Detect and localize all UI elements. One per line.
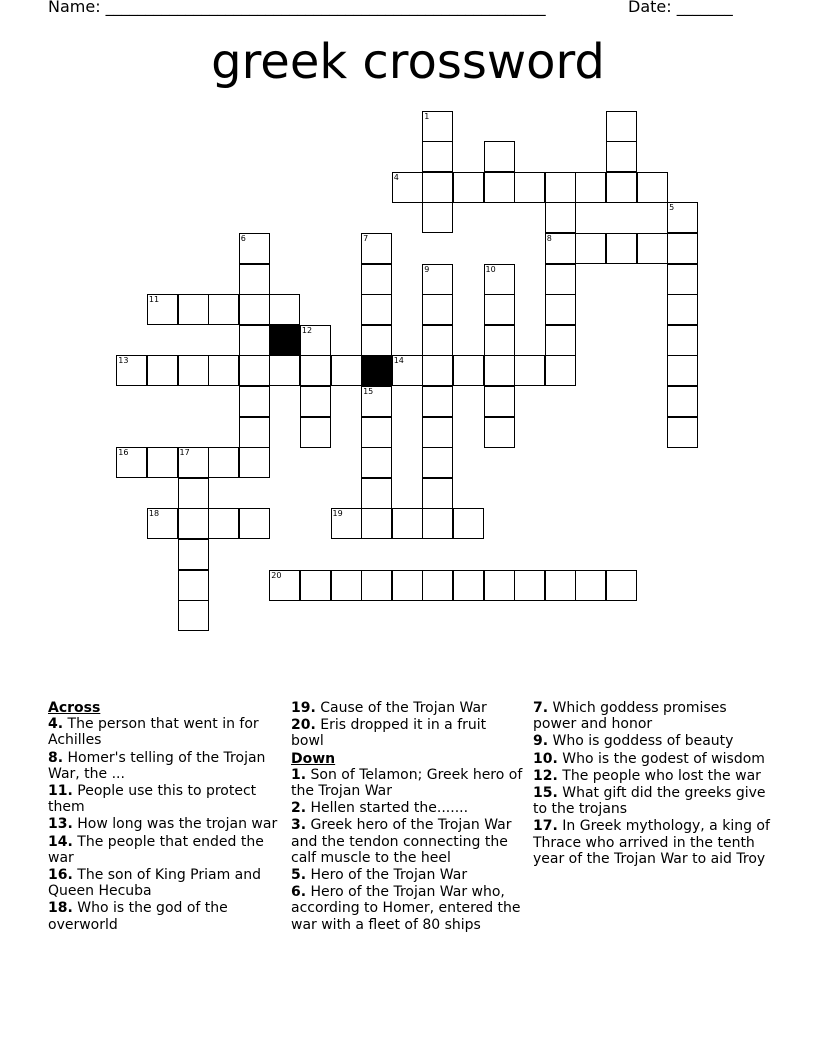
clue-down-12 (533, 768, 773, 784)
grid-cell[interactable] (667, 264, 698, 295)
grid-cell[interactable] (667, 233, 698, 264)
grid-cell[interactable] (484, 417, 515, 448)
clue-across-13 (48, 816, 280, 832)
clue-number: 17. (533, 818, 558, 835)
clue-text: How long was the trojan war (77, 816, 278, 833)
grid-cell[interactable] (667, 294, 698, 325)
clue-down-7 (533, 700, 773, 732)
grid-cell[interactable] (361, 447, 392, 478)
clue-number: 18. (48, 900, 73, 917)
grid-cell[interactable] (606, 111, 637, 142)
grid-cell[interactable] (422, 386, 453, 417)
grid-cell[interactable] (637, 172, 668, 203)
grid-cell[interactable] (422, 172, 453, 203)
grid-cell[interactable] (422, 508, 453, 539)
clue-number-label: 8 (546, 234, 552, 243)
grid-cell[interactable] (484, 264, 515, 295)
clue-number-label: 7 (363, 234, 369, 243)
grid-cell[interactable] (361, 508, 392, 539)
grid-cell[interactable] (147, 508, 178, 539)
clue-text: Who is goddess of beauty (552, 733, 734, 750)
grid-cell[interactable] (361, 417, 392, 448)
grid-cell[interactable] (116, 355, 147, 386)
grid-cell[interactable] (514, 172, 545, 203)
grid-cell[interactable] (269, 294, 300, 325)
clue-text: Hellen started the....... (310, 800, 469, 817)
grid-cell[interactable] (361, 264, 392, 295)
clue-down-1 (291, 767, 523, 799)
clue-text: The people who lost the war (562, 767, 761, 784)
grid-cell[interactable] (269, 355, 300, 386)
grid-cell[interactable] (545, 325, 576, 356)
clue-number: 14. (48, 833, 73, 850)
clue-number-label: 12 (301, 325, 313, 335)
grid-cell[interactable] (392, 172, 423, 203)
clue-number: 19. (291, 700, 316, 716)
clue-number: 4. (48, 716, 64, 733)
grid-cell[interactable] (331, 508, 362, 539)
grid-cell[interactable] (637, 233, 668, 264)
grid-cell[interactable] (392, 355, 423, 386)
grid-cell[interactable] (208, 355, 239, 386)
grid-cell[interactable] (147, 294, 178, 325)
grid-cell[interactable] (484, 355, 515, 386)
grid-cell[interactable] (300, 570, 331, 601)
grid-cell[interactable] (300, 417, 331, 448)
grid-cell[interactable] (575, 233, 606, 264)
grid-cell[interactable] (667, 202, 698, 233)
page-title: greek crossword (211, 34, 605, 90)
grid-cell[interactable] (514, 355, 545, 386)
block-cell (269, 325, 300, 356)
grid-cell[interactable] (484, 172, 515, 203)
clue-text: Who is the god of the overworld (48, 900, 228, 933)
clue-text: The person that went in for Achilles (48, 716, 259, 749)
grid-cell[interactable] (422, 478, 453, 509)
grid-cell[interactable] (269, 570, 300, 601)
clue-text: Cause of the Trojan War (320, 700, 487, 716)
grid-cell[interactable] (422, 111, 453, 142)
clue-text: The son of King Priam and Queen Hecuba (48, 867, 262, 900)
clue-number: 1. (291, 766, 307, 783)
clue-number: 7. (533, 700, 549, 716)
grid-cell[interactable] (361, 325, 392, 356)
clue-number: 8. (48, 749, 64, 766)
clue-across-19 (291, 700, 523, 716)
grid-cell[interactable] (239, 417, 270, 448)
grid-cell[interactable] (667, 386, 698, 417)
grid-cell[interactable] (147, 355, 178, 386)
grid-cell[interactable] (208, 294, 239, 325)
grid-cell[interactable] (514, 570, 545, 601)
grid-cell[interactable] (178, 478, 209, 509)
grid-cell[interactable] (667, 417, 698, 448)
grid-cell[interactable] (453, 355, 484, 386)
clue-number: 10. (533, 750, 558, 767)
grid-cell[interactable] (178, 447, 209, 478)
grid-cell[interactable] (178, 539, 209, 570)
grid-cell[interactable] (667, 325, 698, 356)
clue-number-label: 13 (118, 356, 129, 366)
clue-number-label: 11 (148, 295, 160, 305)
clue-number: 5. (291, 867, 307, 884)
clue-number: 20. (291, 717, 316, 734)
grid-cell[interactable] (422, 570, 453, 601)
clue-text: Hero of the Trojan War (310, 867, 468, 884)
clue-number: 16. (48, 867, 73, 884)
grid-cell[interactable] (178, 355, 209, 386)
clue-down-6 (291, 884, 523, 933)
grid-cell[interactable] (545, 172, 576, 203)
grid-cell[interactable] (361, 233, 392, 264)
clue-text: Who is the godest of wisdom (562, 750, 765, 767)
grid-cell[interactable] (545, 264, 576, 295)
grid-cell[interactable] (484, 386, 515, 417)
grid-cell[interactable] (178, 600, 209, 631)
clue-text: Which goddess promises power and honor (533, 700, 727, 733)
clue-text: People use this to protect them (48, 783, 257, 816)
grid-cell[interactable] (545, 233, 576, 264)
grid-cell[interactable] (239, 447, 270, 478)
grid-cell[interactable] (606, 570, 637, 601)
clue-column-3 (533, 700, 773, 868)
clue-down-2 (291, 800, 523, 816)
grid-cell[interactable] (300, 386, 331, 417)
grid-cell[interactable] (239, 294, 270, 325)
grid-cell[interactable] (239, 264, 270, 295)
clue-across-4 (48, 716, 280, 748)
grid-cell[interactable] (178, 294, 209, 325)
grid-cell[interactable] (392, 570, 423, 601)
grid-cell[interactable] (361, 478, 392, 509)
grid-cell[interactable] (484, 141, 515, 172)
clue-number: 2. (291, 800, 307, 817)
grid-cell[interactable] (392, 508, 423, 539)
grid-cell[interactable] (545, 570, 576, 601)
grid-cell[interactable] (484, 570, 515, 601)
grid-cell[interactable] (178, 508, 209, 539)
grid-cell[interactable] (239, 233, 270, 264)
grid-cell[interactable] (147, 447, 178, 478)
clue-across-16 (48, 867, 280, 899)
name-field[interactable]: Name: _______________________________________________________ (48, 0, 546, 16)
clue-down-5 (291, 867, 523, 883)
grid-cell[interactable] (300, 355, 331, 386)
grid-cell[interactable] (484, 294, 515, 325)
grid-cell[interactable] (575, 172, 606, 203)
grid-cell[interactable] (484, 325, 515, 356)
clue-text: Son of Telamon; Greek hero of the Trojan War (291, 766, 523, 800)
grid-cell[interactable] (422, 294, 453, 325)
grid-cell[interactable] (208, 447, 239, 478)
clue-text: Eris dropped it in a fruit bowl (291, 717, 487, 750)
clue-number-label: 15 (363, 387, 374, 396)
clue-number: 11. (48, 783, 73, 800)
date-field[interactable]: Date: _______ (628, 0, 733, 16)
clue-down-10 (533, 751, 773, 767)
clue-number: 9. (533, 733, 549, 750)
clue-text: Homer's telling of the Trojan War, the ... (48, 749, 266, 782)
grid-cell[interactable] (545, 202, 576, 233)
across-heading: Across (48, 700, 101, 716)
grid-cell[interactable] (361, 386, 392, 417)
clue-across-8 (48, 750, 280, 782)
grid-cell[interactable] (422, 325, 453, 356)
grid-cell[interactable] (331, 570, 362, 601)
grid-cell[interactable] (545, 355, 576, 386)
clue-number: 13. (48, 816, 73, 833)
clue-number: 15. (533, 785, 558, 802)
block-cell (361, 355, 392, 386)
clue-column-2 (291, 700, 523, 934)
grid-cell[interactable] (116, 447, 147, 478)
grid-cell[interactable] (606, 141, 637, 172)
clue-text: What gift did the greeks give to the trojans (533, 785, 766, 818)
clue-number-label: 17 (179, 448, 190, 458)
grid-cell[interactable] (178, 570, 209, 601)
grid-cell[interactable] (422, 141, 453, 172)
clue-text: The people that ended the war (48, 833, 264, 866)
grid-cell[interactable] (575, 570, 606, 601)
clue-number-label: 5 (669, 203, 675, 213)
clue-number-label: 18 (148, 509, 160, 519)
clue-down-17 (533, 818, 773, 867)
grid-cell[interactable] (239, 508, 270, 539)
clue-down-9 (533, 733, 773, 749)
clue-across-11 (48, 783, 280, 815)
grid-cell[interactable] (422, 202, 453, 233)
grid-cell[interactable] (606, 172, 637, 203)
grid-cell[interactable] (453, 508, 484, 539)
clue-number-label: 16 (118, 448, 129, 458)
grid-cell[interactable] (453, 570, 484, 601)
clue-number-label: 19 (332, 509, 343, 519)
clue-across-14 (48, 834, 280, 866)
grid-cell[interactable] (331, 355, 362, 386)
clue-down-15 (533, 785, 773, 817)
clue-number-label: 4 (393, 172, 399, 182)
grid-cell[interactable] (239, 325, 270, 356)
clue-across-18 (48, 900, 280, 932)
grid-cell[interactable] (239, 386, 270, 417)
grid-cell[interactable] (422, 447, 453, 478)
grid-cell[interactable] (667, 355, 698, 386)
clue-number-label: 14 (393, 356, 404, 366)
clue-text: Hero of the Trojan War who, according to Homer, entered the war with a fleet of 80 ships (291, 884, 521, 933)
grid-cell[interactable] (300, 325, 331, 356)
grid-cell[interactable] (208, 508, 239, 539)
clue-number-label: 6 (240, 234, 246, 243)
clue-number: 3. (291, 817, 307, 834)
clue-text: In Greek mythology, a king of Thrace who arrived in the tenth year of the Trojan War to aid Troy (533, 818, 770, 867)
clue-number-label: 20 (271, 570, 282, 580)
clue-number: 12. (533, 767, 558, 784)
clue-number-label: 1 (424, 111, 430, 121)
grid-cell[interactable] (606, 233, 637, 264)
clue-number: 6. (291, 884, 307, 901)
clue-across-20 (291, 717, 523, 749)
grid-cell[interactable] (422, 355, 453, 386)
grid-cell[interactable] (453, 172, 484, 203)
clue-number-label: 9 (424, 264, 430, 274)
clue-number-label: 10 (485, 264, 496, 274)
grid-cell[interactable] (361, 294, 392, 325)
grid-cell[interactable] (545, 294, 576, 325)
grid-cell[interactable] (361, 570, 392, 601)
down-heading: Down (291, 750, 336, 767)
grid-cell[interactable] (422, 264, 453, 295)
grid-cell[interactable] (422, 417, 453, 448)
clue-down-3 (291, 817, 523, 866)
clue-text: Greek hero of the Trojan War and the tendon connecting the calf muscle to the heel (291, 817, 512, 866)
grid-cell[interactable] (239, 355, 270, 386)
clue-column-1 (48, 700, 280, 934)
